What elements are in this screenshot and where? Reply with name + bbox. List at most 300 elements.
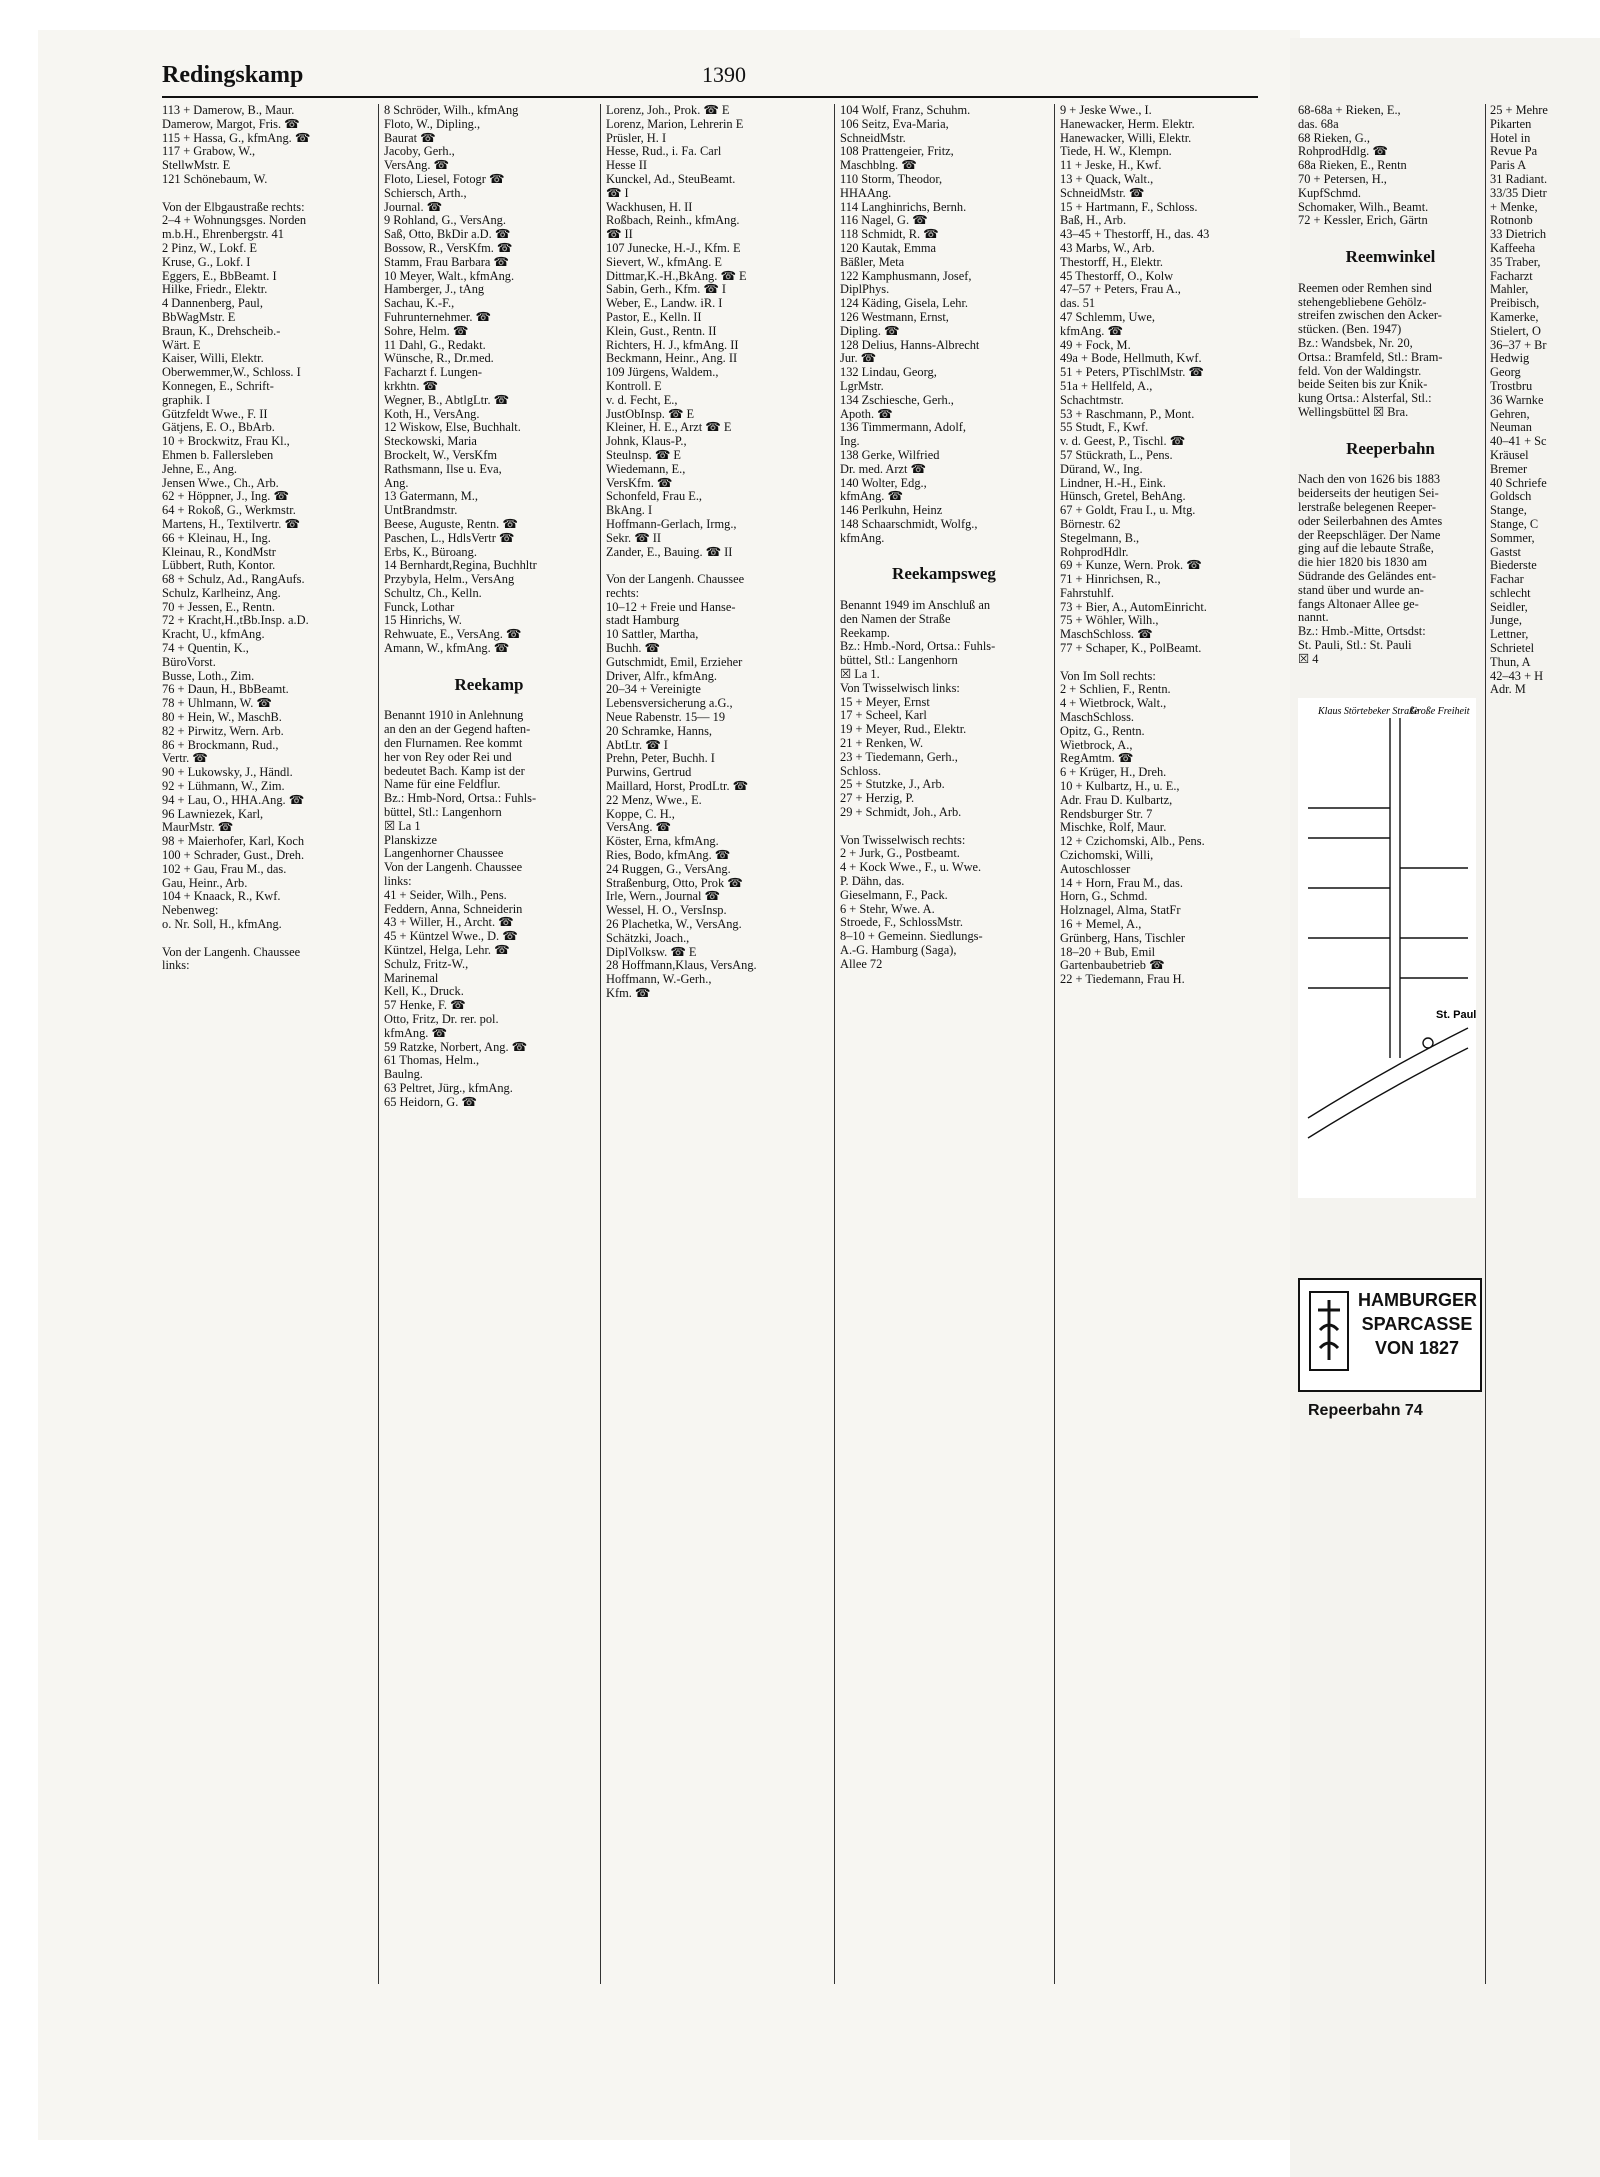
directory-entry: Beese, Auguste, Rentn. ☎ xyxy=(384,516,518,531)
directory-entry: büttel, Stl.: Langenhorn xyxy=(840,653,958,668)
directory-entry: Dr. med. Arzt ☎ xyxy=(840,461,926,476)
directory-entry: 77 + Schaper, K., PolBeamt. xyxy=(1060,641,1202,656)
directory-entry: Dipling. ☎ xyxy=(840,323,900,338)
directory-entry: 140 Wolter, Edg., xyxy=(840,475,927,490)
directory-entry: Gastst xyxy=(1490,544,1521,559)
directory-entry: 49 + Fock, M. xyxy=(1060,337,1131,352)
directory-entry: Wackhusen, H. II xyxy=(606,199,693,214)
directory-entry: Nach den von 1626 bis 1883 xyxy=(1298,472,1441,487)
directory-entry: Seidler, xyxy=(1490,599,1528,614)
directory-entry: 10 Sattler, Martha, xyxy=(606,627,699,642)
directory-entry: 62 + Höppner, J., Ing. ☎ xyxy=(162,489,289,504)
directory-entry: 47 Schlemm, Uwe, xyxy=(1060,309,1155,324)
directory-entry: Nebenweg: xyxy=(162,903,219,918)
directory-entry: Weber, E., Landw. iR. I xyxy=(606,296,723,311)
ad-line-3: VON 1827 xyxy=(1374,1338,1460,1358)
directory-entry: Jehne, E., Ang. xyxy=(162,461,238,476)
directory-entry: rechts: xyxy=(606,585,640,600)
directory-entry: Ries, Bodo, kfmAng. ☎ xyxy=(606,848,731,863)
directory-entry: Gützfeldt Wwe., F. II xyxy=(162,406,268,421)
directory-entry: 148 Schaarschmidt, Wolfg., xyxy=(840,516,978,531)
directory-entry: 51a + Hellfeld, A., xyxy=(1060,378,1153,393)
directory-entry: ☎ I xyxy=(606,185,629,200)
street-heading: Reemwinkel xyxy=(1345,246,1436,266)
street-range-title: Redingskamp xyxy=(162,62,304,88)
directory-entry: Maschblng. ☎ xyxy=(840,158,917,173)
directory-entry: 116 Nagel, G. ☎ xyxy=(840,213,928,228)
directory-entry: 43–45 + Thestorff, H., das. 43 xyxy=(1060,227,1210,242)
directory-entry: DiplPhys. xyxy=(840,282,890,297)
directory-entry: 23 + Tiedemann, Gerh., xyxy=(840,749,958,764)
directory-entry: 10 Meyer, Walt., kfmAng. xyxy=(384,268,515,283)
directory-entry: Facharzt xyxy=(1490,268,1533,283)
directory-entry: Buchh. ☎ xyxy=(606,641,660,656)
directory-entry: A.-G. Hamburg (Saga), xyxy=(840,943,957,958)
directory-entry: Wellingsbüttel ☒ Bra. xyxy=(1298,404,1409,419)
directory-entry: UntBrandmstr. xyxy=(384,503,458,518)
directory-entry: stücken. (Ben. 1947) xyxy=(1298,322,1402,337)
directory-entry: Schiersch, Arth., xyxy=(384,185,467,200)
directory-entry: Gartenbaubetrieb ☎ xyxy=(1060,958,1165,973)
directory-entry: 134 Zschiesche, Gerh., xyxy=(840,392,954,407)
directory-entry: Dürand, W., Ing. xyxy=(1060,461,1143,476)
directory-entry: Opitz, G., Rentn. xyxy=(1060,723,1145,738)
directory-entry: SchneidMstr. ☎ xyxy=(1060,185,1145,200)
directory-entry: Stegelmann, B., xyxy=(1060,530,1140,545)
directory-entry: beiderseits der heutigen Sei- xyxy=(1298,486,1439,501)
directory-entry: Stielert, O xyxy=(1490,323,1541,338)
directory-entry: 65 Heidorn, G. ☎ xyxy=(384,1094,477,1109)
directory-entry: Journal. ☎ xyxy=(384,199,443,214)
directory-entry: 68-68a + Rieken, E., xyxy=(1298,104,1401,117)
directory-entry: Bz.: Hmb.-Mitte, Ortsdst: xyxy=(1298,624,1426,639)
directory-entry: 6 + Krüger, H., Dreh. xyxy=(1060,765,1167,780)
directory-entry: KupfSchmd. xyxy=(1298,185,1361,200)
directory-entry: Lorenz, Joh., Prok. ☎ E xyxy=(606,104,730,117)
directory-entry: RohprodHdlr. xyxy=(1060,544,1129,559)
directory-entry: 70 + Petersen, H., xyxy=(1298,171,1387,186)
directory-entry: Hotel in xyxy=(1490,130,1531,145)
directory-entry: Busse, Loth., Zim. xyxy=(162,668,255,683)
directory-entry: Adr. M xyxy=(1490,682,1526,697)
directory-entry: Börnestr. 62 xyxy=(1060,516,1121,531)
directory-entry: Schrietel xyxy=(1490,641,1535,656)
directory-entry: 69 + Kunze, Wern. Prok. ☎ xyxy=(1060,558,1202,573)
directory-entry: Floto, Liesel, Fotogr ☎ xyxy=(384,171,505,186)
sparcasse-advertisement xyxy=(1298,1278,1482,1419)
ad-line-2: SPARCASSE xyxy=(1361,1314,1473,1334)
spacer xyxy=(162,187,372,201)
directory-entry: Sabin, Gerh., Kfm. ☎ I xyxy=(606,282,727,297)
directory-entry: 70 + Jessen, E., Rentn. xyxy=(162,599,275,614)
directory-entry: Driver, Alfr., kfmAng. xyxy=(606,668,718,683)
directory-entry: Trostbru xyxy=(1490,378,1533,393)
directory-entry: Biederste xyxy=(1490,558,1537,573)
directory-entry: o. Nr. Soll, H., kfmAng. xyxy=(162,917,282,932)
directory-entry: Sekr. ☎ II xyxy=(606,530,662,545)
directory-entry: Prüsler, H. I xyxy=(606,130,667,145)
directory-entry: Von Twisselwisch rechts: xyxy=(840,832,966,847)
directory-entry: 108 Prattengeier, Fritz, xyxy=(840,144,954,159)
directory-column-4 xyxy=(840,104,1048,972)
directory-entry: Lorenz, Marion, Lehrerin E xyxy=(606,116,744,131)
directory-entry: 26 Plachetka, W., VersAng. xyxy=(606,917,742,932)
directory-entry: MaurMstr. ☎ xyxy=(162,820,234,835)
directory-entry: kfmAng. ☎ xyxy=(384,1025,447,1040)
directory-entry: Hamberger, J., tAng xyxy=(384,282,485,297)
directory-entry: Paris A xyxy=(1490,158,1527,173)
directory-entry: Eggers, E., BbBeamt. I xyxy=(162,268,277,283)
directory-entry: Thestorff, H., Elektr. xyxy=(1060,254,1164,269)
directory-entry: 4 + Wietbrock, Walt., xyxy=(1060,696,1167,711)
directory-entry: Kunckel, Ad., SteuBeamt. xyxy=(606,171,736,186)
directory-entry: BüroVorst. xyxy=(162,654,216,669)
directory-entry: 33 Dietrich xyxy=(1490,227,1547,242)
directory-entry: 114 Langhinrichs, Bernh. xyxy=(840,199,967,214)
directory-entry: Gau, Heinr., Arb. xyxy=(162,875,248,890)
directory-entry: Bz.: Hmb-Nord, Ortsa.: Fuhls- xyxy=(384,791,537,806)
directory-entry: 33/35 Dietr xyxy=(1490,185,1547,200)
directory-entry: Tiede, H. W., Klempn. xyxy=(1060,144,1172,159)
directory-column-3 xyxy=(606,104,828,1001)
spacer xyxy=(384,696,594,710)
directory-entry: 16 + Memel, A., xyxy=(1060,917,1142,932)
directory-entry: 68a Rieken, E., Rentn xyxy=(1298,158,1407,173)
directory-entry: Richters, H. J., kfmAng. II xyxy=(606,337,739,352)
directory-entry: Zander, E., Bauing. ☎ II xyxy=(606,544,733,559)
directory-entry: Beckmann, Heinr., Ang. II xyxy=(606,351,738,366)
directory-entry: 11 + Jeske, H., Kwf. xyxy=(1060,158,1162,173)
directory-entry: 45 + Küntzel Wwe., D. ☎ xyxy=(384,929,518,944)
directory-entry: Von der Langenh. Chaussee xyxy=(162,944,301,959)
directory-entry: 51 + Peters, PTischlMstr. ☎ xyxy=(1060,365,1204,380)
directory-entry: RegAmtm. ☎ xyxy=(1060,751,1134,766)
directory-entry: Jur. ☎ xyxy=(840,351,877,366)
directory-entry: 43 + Willer, H., Archt. ☎ xyxy=(384,915,514,930)
directory-entry: Steulnsp. ☎ E xyxy=(606,447,681,462)
directory-entry: + Menke, xyxy=(1490,199,1538,214)
map-label-stpauli: St. Pauli xyxy=(1436,1009,1476,1021)
directory-entry: Georg xyxy=(1490,365,1521,380)
directory-entry: Kaffeeha xyxy=(1490,240,1536,255)
directory-entry: Küntzel, Helga, Lehr. ☎ xyxy=(384,943,510,958)
directory-entry: Mischke, Rolf, Maur. xyxy=(1060,820,1167,835)
directory-entry: Hedwig xyxy=(1490,351,1530,366)
directory-entry: Sohre, Helm. ☎ xyxy=(384,323,469,338)
directory-entry: Hesse, Rud., i. Fa. Carl xyxy=(606,144,722,159)
directory-entry: 15 Hinrichs, W. xyxy=(384,613,462,628)
directory-entry: 10 + Brockwitz, Frau Kl., xyxy=(162,434,290,449)
directory-entry: 20–34 + Vereinigte xyxy=(606,682,701,697)
directory-entry: Saß, Otto, BkDir a.D. ☎ xyxy=(384,227,511,242)
directory-entry: Rendsburger Str. 7 xyxy=(1060,806,1153,821)
directory-entry: 18–20 + Bub, Emil xyxy=(1060,944,1156,959)
directory-entry: 36 Warnke xyxy=(1490,392,1544,407)
directory-entry: 2 Pinz, W., Lokf. E xyxy=(162,240,257,255)
right-page xyxy=(1290,38,1600,2177)
directory-entry: feld. Von der Waldingstr. xyxy=(1298,363,1422,378)
page-number: 1390 xyxy=(702,62,746,87)
directory-entry: StellwMstr. E xyxy=(162,158,231,173)
directory-entry: Dittmar,K.-H.,BkAng. ☎ E xyxy=(606,268,747,283)
directory-entry: 21 + Renken, W. xyxy=(840,736,924,751)
column-divider xyxy=(1054,104,1055,1984)
directory-entry: Brockelt, W., VersKfm xyxy=(384,447,497,462)
directory-entry: an den an der Gegend haften- xyxy=(384,722,531,737)
directory-entry: Rotnonb xyxy=(1490,213,1533,228)
directory-entry: 73 + Bier, A., AutomEinricht. xyxy=(1060,599,1207,614)
right-column-2 xyxy=(1490,104,1600,697)
directory-entry: Damerow, Margot, Fris. ☎ xyxy=(162,116,300,131)
directory-entry: 86 + Brockmann, Rud., xyxy=(162,737,279,752)
spacer xyxy=(1298,268,1483,282)
directory-entry: 117 + Grabow, W., xyxy=(162,144,256,159)
directory-entry: 57 Stückrath, L., Pens. xyxy=(1060,447,1173,462)
directory-entry: 53 + Raschmann, P., Mont. xyxy=(1060,406,1195,421)
directory-entry: 9 Rohland, G., VersAng. xyxy=(384,213,506,228)
directory-entry: Wietbrock, A., xyxy=(1060,737,1133,752)
directory-entry: Apoth. ☎ xyxy=(840,406,893,421)
directory-entry: Allee 72 xyxy=(840,956,883,971)
directory-entry: Kontroll. E xyxy=(606,378,662,393)
directory-entry: Fahrstuhlf. xyxy=(1060,585,1115,600)
directory-entry: 122 Kamphusmann, Josef, xyxy=(840,268,972,283)
directory-entry: ☒ La 1. xyxy=(840,667,880,682)
directory-entry: Ang. xyxy=(384,475,409,490)
directory-entry: Langenhorner Chaussee xyxy=(384,846,504,861)
directory-entry: 71 + Hinrichsen, R., xyxy=(1060,572,1161,587)
directory-entry: 104 Wolf, Franz, Schuhm. xyxy=(840,104,971,117)
directory-entry: BkAng. I xyxy=(606,503,653,518)
directory-entry: Braun, K., Drehscheib.- xyxy=(162,323,281,338)
directory-entry: Name für eine Feldflur. xyxy=(384,777,501,792)
directory-entry: Planskizze xyxy=(384,832,437,847)
directory-entry: Funck, Lothar xyxy=(384,599,455,614)
directory-entry: MaschSchloss. xyxy=(1060,710,1134,725)
directory-entry: 74 + Quentin, K., xyxy=(162,641,249,656)
directory-entry: 120 Kautak, Emma xyxy=(840,240,937,255)
directory-entry: den Namen der Straße xyxy=(840,611,951,626)
directory-entry: Baurat ☎ xyxy=(384,130,436,145)
directory-entry: streifen zwischen den Acker- xyxy=(1298,308,1442,323)
directory-entry: 9 + Jeske Wwe., I. xyxy=(1060,104,1152,117)
directory-entry: 14 + Horn, Frau M., das. xyxy=(1060,875,1183,890)
directory-entry: m.b.H., Ehrenbergstr. 41 xyxy=(162,227,284,242)
directory-entry: den Flurnamen. Ree kommt xyxy=(384,736,523,751)
directory-column-5 xyxy=(1060,104,1272,987)
directory-entry: 8 Schröder, Wilh., kfmAng xyxy=(384,104,519,117)
directory-entry: fangs Altonaer Allee ge- xyxy=(1298,596,1419,611)
directory-entry: 6 + Stehr, Wwe. A. xyxy=(840,901,935,916)
directory-entry: Von Im Soll rechts: xyxy=(1060,668,1156,683)
directory-entry: 49a + Bode, Hellmuth, Kwf. xyxy=(1060,351,1202,366)
spacer xyxy=(840,546,1048,560)
directory-entry: Reekamp. xyxy=(840,625,890,640)
directory-entry: die hier 1820 bis 1830 am xyxy=(1298,555,1428,570)
directory-entry: Gieselmann, F., Pack. xyxy=(840,887,948,902)
directory-entry: kung Ortsa.: Alsterfal, Stl.: xyxy=(1298,391,1432,406)
directory-entry: Przybyla, Helm., VersAng xyxy=(384,572,515,587)
directory-entry: 146 Perlkuhn, Heinz xyxy=(840,503,943,518)
directory-entry: St. Pauli, Stl.: St. Pauli xyxy=(1298,637,1412,652)
directory-entry: 8–10 + Gemeinn. Siedlungs- xyxy=(840,929,983,944)
directory-entry: Rehwuate, E., VersAng. ☎ xyxy=(384,627,522,642)
column-divider xyxy=(600,104,601,1984)
directory-entry: 22 Menz, Wwe., E. xyxy=(606,792,702,807)
directory-entry: Hoffmann-Gerlach, Irmg., xyxy=(606,516,737,531)
directory-entry: Bossow, R., VersKfm. ☎ xyxy=(384,240,513,255)
directory-entry: Kleinau, R., KondMstr xyxy=(162,544,276,559)
directory-entry: 94 + Lau, O., HHA.Ang. ☎ xyxy=(162,792,305,807)
directory-entry: 110 Storm, Theodor, xyxy=(840,171,943,186)
directory-entry: AbtLtr. ☎ I xyxy=(606,737,668,752)
column-divider xyxy=(834,104,835,1984)
directory-entry: Kleiner, H. E., Arzt ☎ E xyxy=(606,420,732,435)
directory-entry: 61 Thomas, Helm., xyxy=(384,1053,480,1068)
spacer xyxy=(162,932,372,946)
directory-entry: VersAng. ☎ xyxy=(606,820,671,835)
directory-entry: Südrande des Geländes ent- xyxy=(1298,568,1436,583)
directory-entry: 98 + Maierhofer, Karl, Koch xyxy=(162,834,305,849)
directory-entry: kfmAng. ☎ xyxy=(840,489,903,504)
directory-entry: 76 + Daun, H., BbBeamt. xyxy=(162,682,289,697)
directory-entry: Schomaker, Wilh., Beamt. xyxy=(1298,199,1429,214)
directory-entry: stand über und wurde an- xyxy=(1298,582,1424,597)
directory-entry: Revue Pa xyxy=(1490,144,1538,159)
column-divider xyxy=(378,104,379,1984)
directory-entry: krkhtn. ☎ xyxy=(384,378,438,393)
directory-entry: Wärt. E xyxy=(162,337,201,352)
directory-entry: Wünsche, R., Dr.med. xyxy=(384,351,494,366)
directory-entry: stadt Hamburg xyxy=(606,613,680,628)
directory-entry: Hanewacker, Herm. Elektr. xyxy=(1060,116,1195,131)
running-head xyxy=(162,60,1258,98)
spacer xyxy=(1298,228,1483,242)
directory-entry: 4 Dannenberg, Paul, xyxy=(162,296,263,311)
directory-entry: Sommer, xyxy=(1490,530,1535,545)
directory-entry: Martens, H., Textilvertr. ☎ xyxy=(162,516,300,531)
directory-entry: Irle, Wern., Journal ☎ xyxy=(606,889,720,904)
directory-entry: Lindner, H.-H., Eink. xyxy=(1060,475,1166,490)
directory-entry: Schätzki, Joach., xyxy=(606,930,690,945)
directory-entry: 4 + Kock Wwe., F., u. Wwe. xyxy=(840,860,982,875)
directory-entry: Wegner, B., AbtlgLtr. ☎ xyxy=(384,392,510,407)
directory-entry: Von Twisselwisch links: xyxy=(840,680,960,695)
directory-entry: 92 + Lühmann, W., Zim. xyxy=(162,779,285,794)
directory-entry: kfmAng. xyxy=(840,530,885,545)
directory-entry: 35 Traber, xyxy=(1490,254,1541,269)
directory-entry: 107 Junecke, H.-J., Kfm. E xyxy=(606,240,741,255)
directory-entry: 19 + Meyer, Rud., Elektr. xyxy=(840,722,967,737)
directory-entry: Sievert, W., kfmAng. E xyxy=(606,254,722,269)
directory-entry: 15 + Meyer, Ernst xyxy=(840,694,930,709)
directory-entry: HHAAng. xyxy=(840,185,892,200)
directory-entry: her von Rey oder Rei und xyxy=(384,749,512,764)
left-page xyxy=(38,30,1300,2140)
directory-entry: Feddern, Anna, Schneiderin xyxy=(384,901,523,916)
directory-entry: 42–43 + H xyxy=(1490,668,1544,683)
directory-entry: das. 68a xyxy=(1298,116,1339,131)
directory-entry: Benannt 1910 in Anlehnung xyxy=(384,708,524,723)
directory-entry: 45 Thestorff, O., Kolw xyxy=(1060,268,1174,283)
directory-entry: 128 Delius, Hanns-Albrecht xyxy=(840,337,980,352)
directory-entry: Straßenburg, Otto, Prok ☎ xyxy=(606,875,743,890)
directory-entry: Amann, W., kfmAng. ☎ xyxy=(384,641,510,656)
directory-entry: Von der Langenh. Chaussee xyxy=(606,572,745,587)
directory-entry: 80 + Hein, W., MaschB. xyxy=(162,710,282,725)
directory-entry: Hesse II xyxy=(606,158,647,173)
directory-entry: Hilke, Friedr., Elektr. xyxy=(162,282,268,297)
spacer xyxy=(606,559,828,573)
directory-column-1 xyxy=(162,104,372,973)
directory-entry: Marinemal xyxy=(384,970,439,985)
directory-entry: 72 + Kracht,H.,tBb.Insp. a.D. xyxy=(162,613,309,628)
directory-entry: Schloss. xyxy=(840,763,881,778)
directory-entry: der Reepschläger. Der Name xyxy=(1298,527,1441,542)
directory-entry: Gehren, xyxy=(1490,406,1530,421)
directory-entry: Pikarten xyxy=(1490,116,1532,131)
directory-entry: Adr. Frau D. Kulbartz, xyxy=(1060,792,1173,807)
directory-entry: P. Dähn, das. xyxy=(840,874,905,889)
directory-entry: Neuman xyxy=(1490,420,1532,435)
spacer xyxy=(840,820,1048,834)
directory-entry: 10 + Kulbartz, H., u. E., xyxy=(1060,779,1180,794)
directory-entry: Czichomski, Willi, xyxy=(1060,848,1154,863)
directory-entry: kfmAng. ☎ xyxy=(1060,323,1123,338)
directory-entry: 40–41 + Sc xyxy=(1490,434,1547,449)
directory-entry: Otto, Fritz, Dr. rer. pol. xyxy=(384,1012,499,1026)
directory-entry: 68 + Schulz, Ad., RangAufs. xyxy=(162,572,305,587)
directory-entry: 41 + Seider, Wilh., Pens. xyxy=(384,887,507,902)
spacer xyxy=(1298,420,1483,434)
directory-entry: Schultz, Ch., Kelln. xyxy=(384,585,482,600)
directory-entry: Kfm. ☎ xyxy=(606,986,651,1000)
directory-entry: Von der Langenh. Chaussee xyxy=(384,860,523,875)
map-label-klaus: Klaus Störtebeker Straße xyxy=(1318,706,1419,717)
directory-entry: Lettner, xyxy=(1490,627,1529,642)
directory-entry: 100 + Schrader, Gust., Dreh. xyxy=(162,848,305,863)
directory-entry: 17 + Scheel, Karl xyxy=(840,708,927,723)
directory-entry: 118 Schmidt, R. ☎ xyxy=(840,227,939,242)
directory-entry: Mahler, xyxy=(1490,282,1529,297)
directory-entry: Floto, W., Dipling., xyxy=(384,116,481,131)
directory-entry: 24 Ruggen, G., VersAng. xyxy=(606,861,731,876)
directory-entry: RohprodHdlg. ☎ xyxy=(1298,144,1388,159)
directory-entry: Kell, K., Druck. xyxy=(384,984,464,999)
directory-entry: ging auf die lebaute Straße, xyxy=(1298,541,1434,556)
directory-entry: 59 Ratzke, Norbert, Ang. ☎ xyxy=(384,1039,528,1054)
directory-entry: BbWagMstr. E xyxy=(162,309,236,324)
directory-entry: Kräusel xyxy=(1490,447,1529,462)
directory-entry: Wiedemann, E., xyxy=(606,461,686,476)
directory-entry: Erbs, K., Büroang. xyxy=(384,544,477,559)
directory-entry: 106 Seitz, Eva-Maria, xyxy=(840,116,949,131)
directory-entry: 75 + Wöhler, Wilh., xyxy=(1060,613,1159,628)
directory-entry: links: xyxy=(384,874,412,889)
directory-entry: 25 + Stutzke, J., Arb. xyxy=(840,777,945,792)
directory-entry: 22 + Tiedemann, Frau H. xyxy=(1060,972,1185,987)
directory-column-2 xyxy=(384,104,594,1110)
directory-entry: Hoffmann, W.-Gerh., xyxy=(606,972,712,987)
directory-entry: Holznagel, Alma, StatFr xyxy=(1060,903,1181,918)
directory-entry: Jensen Wwe., Ch., Arb. xyxy=(162,475,279,490)
right-column-1 xyxy=(1298,104,1483,666)
directory-entry: 12 Wiskow, Else, Buchhalt. xyxy=(384,420,521,435)
directory-entry: SchneidMstr. xyxy=(840,130,906,145)
directory-entry: Stange, C xyxy=(1490,516,1539,531)
directory-entry: Fachar xyxy=(1490,572,1524,587)
directory-entry: 136 Timmermann, Adolf, xyxy=(840,420,966,435)
